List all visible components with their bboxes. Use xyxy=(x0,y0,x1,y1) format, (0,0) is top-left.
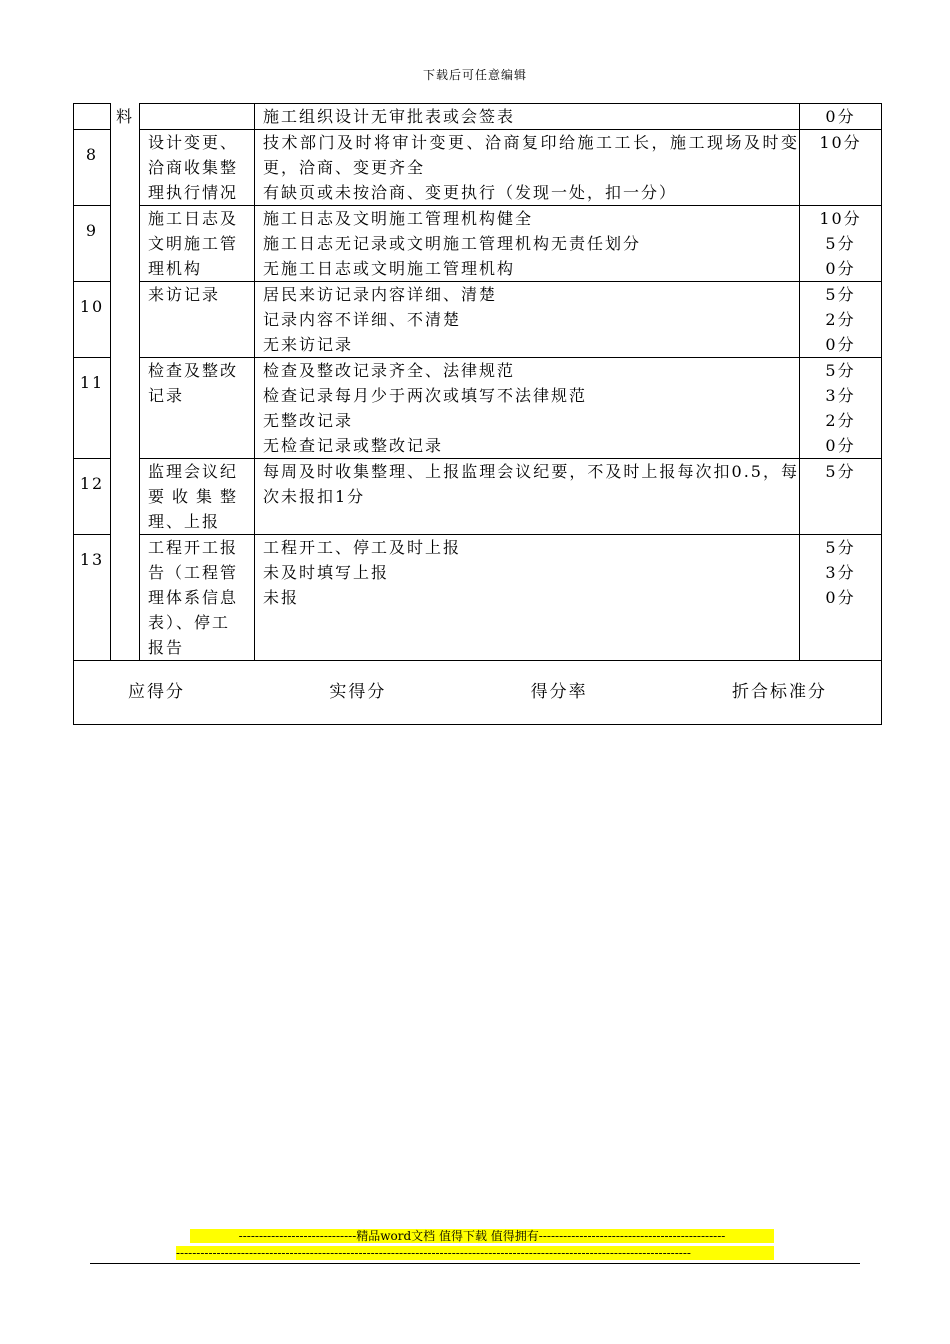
criteria-line: 无检查记录或整改记录 xyxy=(263,436,444,455)
table-row xyxy=(74,535,882,661)
score-value: 3分 xyxy=(825,563,856,582)
actual-score-label: 实得分 xyxy=(329,682,387,702)
score-value: 5分 xyxy=(825,462,856,481)
row-scores xyxy=(800,535,882,661)
standard-score-label: 折合标准分 xyxy=(731,682,827,702)
score-value: 3分 xyxy=(825,386,856,405)
score-value: 5分 xyxy=(825,361,856,380)
criteria-line: 无来访记录 xyxy=(263,335,354,354)
criteria-line: 工程开工、停工及时上报 xyxy=(263,538,462,557)
score-value: 5分 xyxy=(825,285,856,304)
score-value: 2分 xyxy=(825,310,856,329)
footer-divider xyxy=(90,1263,860,1264)
row-category: 检查及整改 记录 xyxy=(140,358,255,459)
row-scores xyxy=(800,358,882,459)
table-row xyxy=(74,459,882,535)
criteria-line: 有缺页或未按洽商、变更执行（发现一处，扣一分） xyxy=(263,183,678,202)
evaluation-table xyxy=(73,103,882,725)
row-category: 监理会议纪 要收集整 理、上报 xyxy=(140,459,255,535)
header-note: 下载后可任意编辑 xyxy=(422,68,527,82)
criteria-line: 记录内容不详细、不清楚 xyxy=(263,310,462,329)
criteria-line: 施工日志无记录或文明施工管理机构无责任划分 xyxy=(263,234,642,253)
score-rate-label: 得分率 xyxy=(530,682,588,702)
score-value: 5分 xyxy=(825,234,856,253)
criteria-line: 检查及整改记录齐全、法律规范 xyxy=(263,361,516,380)
table-row xyxy=(74,130,882,206)
criteria-line: 检查记录每月少于两次或填写不法律规范 xyxy=(263,386,588,405)
section-label: 料 xyxy=(111,104,140,661)
summary-cell xyxy=(74,661,882,725)
row-criteria xyxy=(255,130,800,206)
table-row xyxy=(74,104,882,130)
row-criteria xyxy=(255,104,800,130)
score-value: 0分 xyxy=(825,335,856,354)
score-value: 2分 xyxy=(825,411,856,430)
table-row xyxy=(74,282,882,358)
row-number: 12 xyxy=(74,459,111,535)
summary-row xyxy=(74,661,882,725)
row-criteria xyxy=(255,459,800,535)
criteria-line: 技术部门及时将审计变更、洽商复印给施工工长，施工现场及时变更，洽商、变更齐全 xyxy=(263,133,799,177)
criteria-line: 无施工日志或文明施工管理机构 xyxy=(263,259,516,278)
score-value: 10分 xyxy=(819,209,862,228)
criteria-line: 未及时填写上报 xyxy=(263,563,390,582)
score-value: 0分 xyxy=(825,588,856,607)
row-criteria xyxy=(255,358,800,459)
score-value: 0分 xyxy=(825,259,856,278)
row-number: 8 xyxy=(74,130,111,206)
criteria-line: 无整改记录 xyxy=(263,411,354,430)
table-row xyxy=(74,206,882,282)
criteria-line: 施工组织设计无审批表或会签表 xyxy=(263,107,516,126)
row-category xyxy=(140,104,255,130)
score-value: 10分 xyxy=(819,133,862,152)
row-number: 13 xyxy=(74,535,111,661)
criteria-line: 施工日志及文明施工管理机构健全 xyxy=(263,209,534,228)
promo-banner-dashes: ------------------------------------------------------------------------------------------------------------------------------- xyxy=(176,1246,774,1260)
row-criteria xyxy=(255,206,800,282)
row-number: 11 xyxy=(74,358,111,459)
score-value: 5分 xyxy=(825,538,856,557)
criteria-line: 居民来访记录内容详细、清楚 xyxy=(263,285,498,304)
table-row xyxy=(74,358,882,459)
row-number xyxy=(74,104,111,130)
criteria-line: 每周及时收集整理、上报监理会议纪要，不及时上报每次扣0.5，每次未报扣1分 xyxy=(263,462,799,506)
score-value: 0分 xyxy=(825,107,856,126)
row-scores xyxy=(800,130,882,206)
promo-banner: -----------------------------精品word文档 值得下载 值得拥有---------------------------------------------- xyxy=(190,1229,774,1243)
row-number: 10 xyxy=(74,282,111,358)
row-scores xyxy=(800,104,882,130)
score-value: 0分 xyxy=(825,436,856,455)
row-scores xyxy=(800,459,882,535)
row-category: 施工日志及 文明施工管 理机构 xyxy=(140,206,255,282)
criteria-line: 未报 xyxy=(263,588,300,607)
row-category: 设计变更、 洽商收集整 理执行情况 xyxy=(140,130,255,206)
row-category: 工程开工报 告（工程管 理体系信息 表）、停工 报告 xyxy=(140,535,255,661)
row-number: 9 xyxy=(74,206,111,282)
row-scores xyxy=(800,282,882,358)
expected-score-label: 应得分 xyxy=(128,682,185,702)
row-scores xyxy=(800,206,882,282)
row-category: 来访记录 xyxy=(140,282,255,358)
row-criteria xyxy=(255,535,800,661)
row-criteria xyxy=(255,282,800,358)
